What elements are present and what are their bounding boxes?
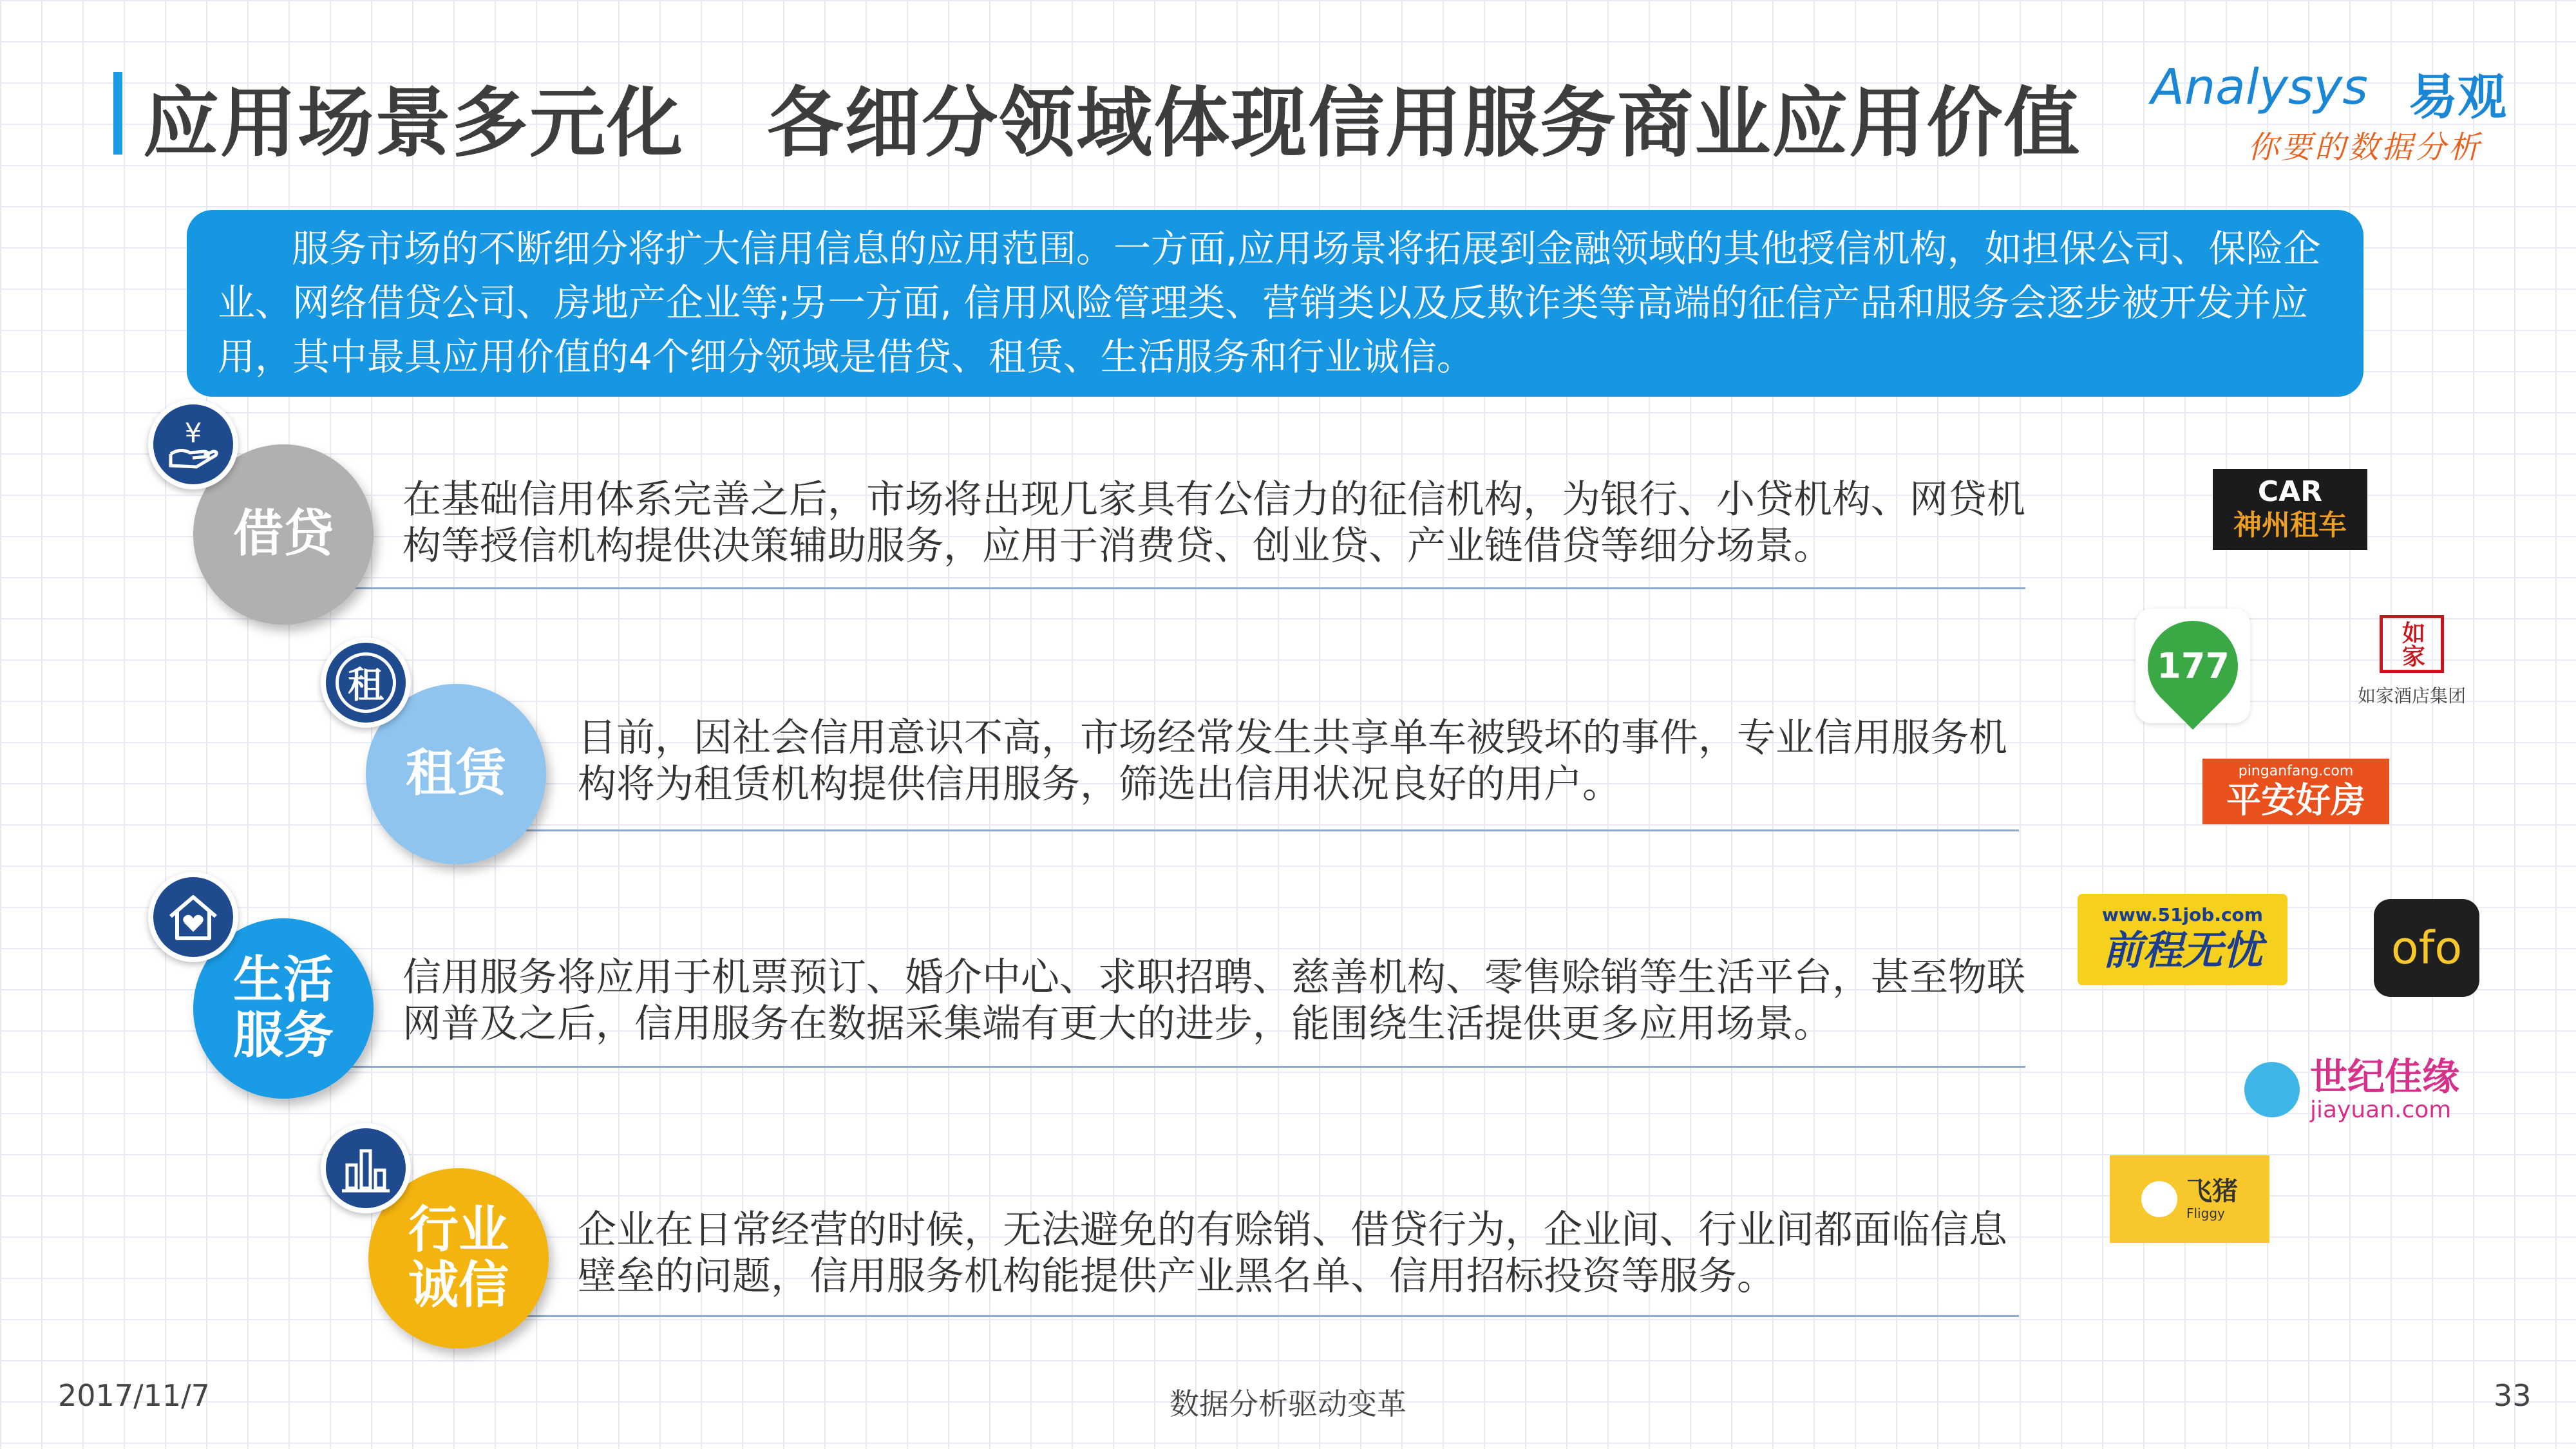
- bar-chart-icon: [321, 1123, 411, 1213]
- pingan-haofang-logo: [2202, 759, 2389, 824]
- logo-tagline: 你要的数据分析: [2248, 129, 2483, 166]
- yen-hand-icon: [148, 399, 238, 489]
- app-177-logo: [2136, 609, 2250, 723]
- 51job-logo: [2078, 894, 2287, 985]
- car-logo-top: CAR: [2257, 475, 2323, 508]
- fliggy-sub: Fliggy: [2186, 1206, 2225, 1221]
- 51job-url: www.51job.com: [2102, 904, 2263, 925]
- page-number: 33: [2494, 1378, 2532, 1413]
- app-177-text: 177: [2156, 645, 2230, 687]
- car-logo-name: 神州租车: [2233, 509, 2347, 542]
- fliggy-face-icon: [2141, 1181, 2177, 1217]
- svg-text:¥: ¥: [184, 417, 202, 449]
- pingan-name: 平安好房: [2226, 780, 2365, 820]
- row-description: 目前，因社会信用意识不高，市场经常发生共享单车被毁坏的事件，专业信用服务机构将为租赁机构提供信用服务，筛选出信用状况良好的用户。: [578, 715, 2007, 807]
- pingan-url: pinganfang.com: [2238, 763, 2354, 779]
- row-description: 在基础信用体系完善之后，市场将出现几家具有公信力的征信机构，为银行、小贷机构、网贷机构等授信机构提供决策辅助服务，应用于消费贷、创业贷、产业链借贷等细分场景。: [402, 477, 2025, 569]
- category-label-line-1: 行业: [408, 1201, 509, 1260]
- 51job-name: 前程无忧: [2102, 927, 2262, 974]
- category-label: 借贷: [232, 505, 334, 564]
- category-label-line-2: 诚信: [408, 1256, 509, 1314]
- row-divider: [525, 1315, 2019, 1317]
- fliggy-text: [2186, 1177, 2238, 1221]
- car-rental-logo: [2213, 469, 2367, 550]
- footer-slogan: 数据分析驱动变革: [1170, 1387, 1406, 1421]
- jiayuan-name: 世纪佳缘: [2309, 1055, 2459, 1099]
- homeinns-seal: 如家: [2380, 615, 2444, 673]
- ofo-text: ofo: [2391, 922, 2463, 974]
- jiayuan-url: jiayuan.com: [2309, 1097, 2452, 1123]
- row-divider: [351, 1066, 2025, 1068]
- category-label: 租赁: [405, 744, 506, 803]
- footer-date: 2017/11/7: [58, 1378, 210, 1413]
- title-accent-bar: [113, 72, 122, 155]
- rent-icon-glyph: 租: [336, 652, 396, 713]
- fliggy-name: 飞猪: [2186, 1177, 2238, 1206]
- intro-box: [187, 210, 2363, 397]
- row-divider: [525, 829, 2019, 831]
- logo-name-cn: 易观: [2409, 68, 2506, 126]
- row-description: 信用服务将应用于机票预订、婚介中心、求职招聘、慈善机构、零售赊销等生活平台，甚至物联网普及之后，信用服务在数据采集端有更大的进步，能围绕生活提供更多应用场景。: [402, 955, 2025, 1046]
- homeinns-logo: [2338, 613, 2486, 710]
- rent-icon: [321, 638, 411, 728]
- app-177-marker: [2129, 602, 2257, 730]
- logo-brand: Analysys: [2151, 58, 2368, 115]
- category-label-line-2: 服务: [232, 1007, 334, 1065]
- ofo-logo: [2374, 899, 2479, 997]
- homeinns-caption: 如家酒店集团: [2357, 685, 2466, 706]
- home-heart-icon: [148, 872, 238, 962]
- row-divider: [351, 587, 2025, 589]
- category-label-line-1: 生活: [232, 951, 334, 1010]
- fliggy-logo: [2110, 1155, 2269, 1243]
- analysys-logo: [2151, 58, 2537, 174]
- row-description: 企业在日常经营的时候，无法避免的有赊销、借贷行为，企业间、行业间都面临信息壁垒的问题，信用服务机构能提供产业黑名单、信用招标投资等服务。: [578, 1208, 2007, 1299]
- jiayuan-mascot-icon: [2244, 1062, 2300, 1117]
- jiayuan-text: [2310, 1056, 2459, 1123]
- jiayuan-logo: [2223, 1050, 2481, 1130]
- page-title: 应用场景多元化 各细分领域体现信用服务商业应用价值: [143, 79, 2081, 167]
- intro-text: 服务市场的不断细分将扩大信用信息的应用范围。一方面,应用场景将拓展到金融领域的其他授信机构，如担保公司、保险企业、网络借贷公司、房地产企业等;另一方面, 信用风险管理类、营销类以及反欺诈类等高端的征信产品和服务会逐步被开发并应用，其中最具应用价值的4个细分领域是借贷、租赁、生活服务和行业诚信。: [218, 227, 2321, 379]
